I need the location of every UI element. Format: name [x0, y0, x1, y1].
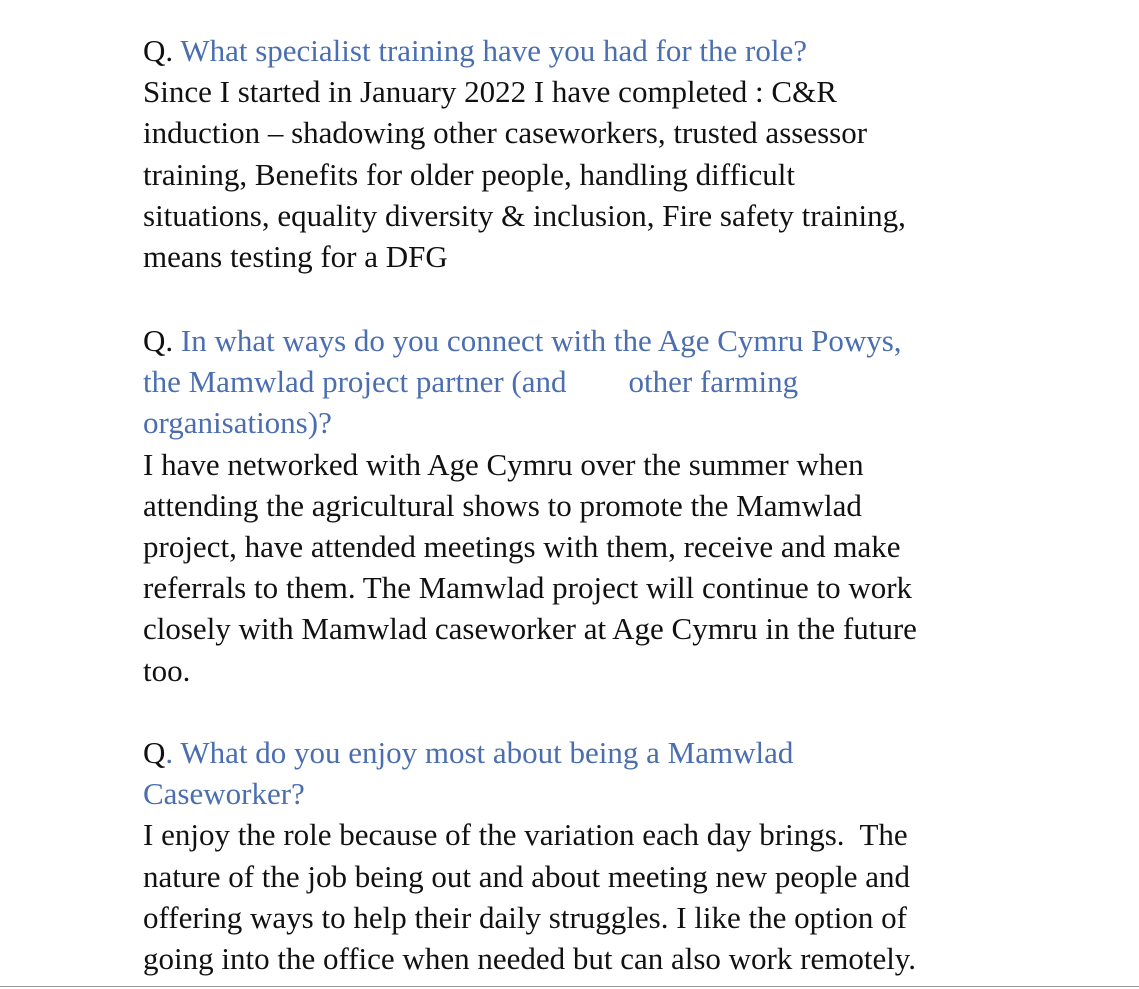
answer-line: nature of the job being out and about meeting new people and [143, 858, 911, 894]
answer-line: I enjoy the role because of the variation each day brings. The [143, 817, 908, 853]
page-edge-divider [0, 986, 1139, 987]
question-prefix: Q. [143, 323, 174, 358]
answer-line: attending the agricultural shows to promote the Mamwlad [143, 487, 862, 523]
answer-line: referrals to them. The Mamwlad project will continue to work [143, 570, 913, 606]
question-prefix: Q [143, 735, 166, 770]
answer-line: I have networked with Age Cymru over the summer when [143, 446, 864, 482]
answer-line: situations, equality diversity & inclusion, Fire safety training, [143, 197, 906, 233]
answer-line: closely with Mamwlad caseworker at Age Cymru in the future [143, 611, 917, 647]
answer-line: going into the office when needed but can also work remotely. [143, 940, 917, 976]
answer-line: induction – shadowing other caseworkers, trusted assessor [143, 115, 868, 151]
question-text: What specialist training have you had for the role? [180, 33, 808, 68]
question-prefix: Q. [143, 33, 174, 68]
answer-line: offering ways to help their daily struggles. I like the option of [143, 899, 907, 935]
qa-block-enjoy [143, 732, 1103, 979]
question-text: . What do you enjoy most about being a Mamwlad [165, 735, 794, 770]
answer-line: training, Benefits for older people, handling difficult [143, 156, 795, 192]
question-text: organisations)? [143, 405, 332, 441]
question-line [143, 30, 1103, 71]
question-line [143, 320, 1103, 361]
question-text: Caseworker? [143, 776, 305, 812]
qa-block-training [143, 30, 1103, 277]
answer-line: Since I started in January 2022 I have completed : C&R [143, 74, 837, 110]
question-line [143, 732, 1103, 773]
answer-line: project, have attended meetings with them, receive and make [143, 528, 901, 564]
question-text: In what ways do you connect with the Age Cymru Powys, [180, 323, 902, 358]
question-text: the Mamwlad project partner (and other farming [143, 364, 799, 400]
answer-line: means testing for a DFG [143, 238, 448, 274]
qa-block-connections [143, 320, 1103, 691]
answer-line: too. [143, 652, 191, 688]
